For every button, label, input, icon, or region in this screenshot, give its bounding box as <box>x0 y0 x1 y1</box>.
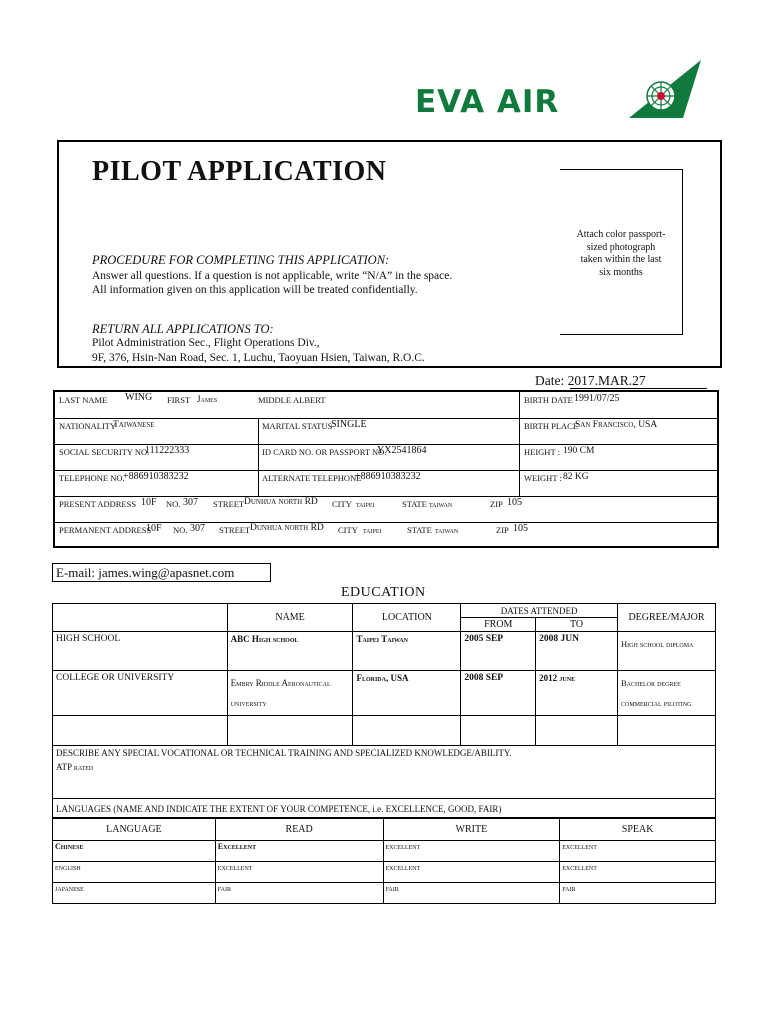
eva-air-logo <box>415 58 700 122</box>
education-to[interactable]: 2012 june <box>536 671 618 716</box>
permanent-city-value[interactable]: taipei <box>363 525 382 535</box>
first-name-value[interactable]: James <box>197 394 218 404</box>
permanent-floor-value[interactable]: 10F <box>146 523 162 534</box>
education-level: HIGH SCHOOL <box>53 632 228 671</box>
write-header: WRITE <box>383 818 560 841</box>
education-empty-cell[interactable] <box>618 716 716 746</box>
procedure-line-1: Answer all questions. If a question is not applicable, write “N/A” in the space. <box>92 270 453 282</box>
training-row <box>53 746 716 799</box>
eva-globe-icon <box>621 58 703 120</box>
read-header: READ <box>215 818 383 841</box>
education-title: EDUCATION <box>341 585 426 600</box>
permanent-street-label: STREET <box>219 525 251 535</box>
nationality-label: NATIONALITY <box>59 421 117 431</box>
education-degree[interactable]: Bachelor degree commercial piloting <box>618 671 716 716</box>
education-from[interactable]: 2005 SEP <box>461 632 536 671</box>
education-empty-cell[interactable] <box>227 716 353 746</box>
education-header-name: NAME <box>227 604 353 632</box>
education-empty-cell[interactable] <box>53 716 228 746</box>
marital-status-value[interactable]: SINGLE <box>331 419 367 430</box>
language-speak[interactable]: excellent <box>560 862 716 883</box>
education-empty-cell[interactable] <box>353 716 461 746</box>
personal-info-table <box>53 390 719 548</box>
birth-place-label: BIRTH PLACE <box>524 421 579 431</box>
training-value[interactable]: ATP rated <box>56 762 94 772</box>
table-row <box>53 841 716 862</box>
brand-name: EVA AIR <box>415 84 560 120</box>
return-heading: RETURN ALL APPLICATIONS TO: <box>92 322 274 336</box>
date-value[interactable]: 2017.MAR.27 <box>567 373 646 388</box>
height-value[interactable]: 190 CM <box>563 446 595 456</box>
weight-value[interactable]: 82 KG <box>563 472 589 482</box>
date-field <box>535 373 646 389</box>
marital-status-label: MARITAL STATUS <box>262 421 333 431</box>
language-speak[interactable]: fair <box>560 883 716 904</box>
table-row <box>53 671 716 716</box>
language-name[interactable]: Chinese <box>53 841 216 862</box>
permanent-no-value[interactable]: 307 <box>190 523 205 534</box>
speak-header: SPEAK <box>560 818 716 841</box>
language-read[interactable]: fair <box>215 883 383 904</box>
education-school-name[interactable]: ABC High school <box>227 632 353 671</box>
middle-name-value[interactable]: ALBERT <box>293 395 326 405</box>
procedure-heading: PROCEDURE FOR COMPLETING THIS APPLICATION: <box>92 253 390 267</box>
language-header: LANGUAGE <box>53 818 216 841</box>
education-location[interactable]: Taipei Taiwan <box>353 632 461 671</box>
education-header-from: FROM <box>461 618 536 632</box>
birth-date-value[interactable]: 1991/07/25 <box>574 393 620 404</box>
education-school-name[interactable]: Embry Riddle Aeronautical university <box>227 671 353 716</box>
present-zip-label: ZIP <box>490 499 503 509</box>
procedure-line-2: All information given on this application will be treated confidentially. <box>92 284 418 296</box>
alt-telephone-value[interactable]: +886910383232 <box>355 471 421 482</box>
alt-telephone-label: ALTERNATE TELEPHONE <box>262 473 362 483</box>
education-level: COLLEGE OR UNIVERSITY <box>53 671 228 716</box>
permanent-zip-label: ZIP <box>496 525 509 535</box>
languages-label-row <box>53 799 716 819</box>
return-line-1: Pilot Administration Sec., Flight Operations Div., <box>92 337 320 349</box>
education-table <box>52 603 716 819</box>
education-header-to: TO <box>536 618 618 632</box>
birth-place-value[interactable]: San Francisco, USA <box>575 420 658 430</box>
present-street-label: STREET <box>213 499 245 509</box>
languages-table <box>52 817 716 904</box>
languages-label: LANGUAGES (NAME AND INDICATE THE EXTENT OF YOUR COMPETENCE, i.e. EXCELLENCE, GOOD, FAIR) <box>53 799 716 819</box>
present-no-value[interactable]: 307 <box>183 497 198 508</box>
permanent-state-label: STATE <box>407 525 432 535</box>
education-location[interactable]: Florida, USA <box>353 671 461 716</box>
present-state-value[interactable]: taiwan <box>429 499 453 509</box>
education-degree[interactable]: High school diploma <box>618 632 716 671</box>
language-name[interactable]: english <box>53 862 216 883</box>
birth-date-label: BIRTH DATE <box>524 395 573 405</box>
education-header-dates: DATES ATTENDED <box>461 604 618 618</box>
education-to[interactable]: 2008 JUN <box>536 632 618 671</box>
training-cell <box>53 746 716 799</box>
table-row <box>53 716 716 746</box>
ssn-value[interactable]: 111222333 <box>145 445 190 456</box>
language-write[interactable]: excellent <box>383 862 560 883</box>
nationality-value[interactable]: Taiwanese <box>113 420 155 430</box>
language-write[interactable]: excellent <box>383 841 560 862</box>
permanent-zip-value[interactable]: 105 <box>513 523 528 534</box>
language-speak[interactable]: excellent <box>560 841 716 862</box>
first-name-label: FIRST <box>167 395 191 405</box>
last-name-value[interactable]: WING <box>125 392 153 403</box>
language-read[interactable]: excellent <box>215 862 383 883</box>
present-floor-value[interactable]: 10F <box>141 497 157 508</box>
present-state-label: STATE <box>402 499 427 509</box>
education-header-location: LOCATION <box>353 604 461 632</box>
last-name-label: LAST NAME <box>59 395 108 405</box>
table-row <box>53 862 716 883</box>
date-label: Date: <box>535 373 565 388</box>
training-label: DESCRIBE ANY SPECIAL VOCATIONAL OR TECHNICAL TRAINING AND SPECIALIZED KNOWLEDGE/ABILITY. <box>56 748 512 758</box>
table-row <box>53 632 716 671</box>
education-empty-cell[interactable] <box>461 716 536 746</box>
education-empty-cell[interactable] <box>536 716 618 746</box>
date-underline <box>570 388 707 389</box>
return-line-2: 9F, 376, Hsin-Nan Road, Sec. 1, Luchu, Taoyuan Hsien, Taiwan, R.O.C. <box>92 352 425 364</box>
ssn-label: SOCIAL SECURITY NO. <box>59 447 150 457</box>
education-from[interactable]: 2008 SEP <box>461 671 536 716</box>
permanent-no-label: NO. <box>173 525 188 535</box>
education-header-degree: DEGREE/MAJOR <box>618 604 716 632</box>
language-name[interactable]: japanese <box>53 883 216 904</box>
photo-instructions: Attach color passport-sized photograph taken within the last six months <box>576 229 666 278</box>
present-no-label: NO. <box>166 499 181 509</box>
idcard-value[interactable]: YX2541864 <box>377 445 427 456</box>
present-city-value[interactable]: taipei <box>356 499 375 509</box>
language-read[interactable]: Excellent <box>215 841 383 862</box>
present-city-label: CITY <box>332 499 352 509</box>
weight-label: WEIGHT : <box>524 473 562 483</box>
permanent-address-label: PERMANENT ADDRESS <box>59 525 152 535</box>
present-zip-value[interactable]: 105 <box>507 497 522 508</box>
education-header-blank <box>53 604 228 632</box>
middle-name-label: MIDDLE <box>258 395 292 405</box>
email-field[interactable]: E-mail: james.wing@apasnet.com <box>52 563 271 582</box>
language-write[interactable]: fair <box>383 883 560 904</box>
permanent-street-value[interactable]: Dunhua north RD <box>250 523 324 533</box>
table-row <box>53 883 716 904</box>
page-title: PILOT APPLICATION <box>92 156 387 187</box>
present-address-label: PRESENT ADDRESS <box>59 499 137 509</box>
idcard-label: ID CARD NO. OR PASSPORT NO. <box>262 447 387 457</box>
telephone-label: TELEPHONE NO. <box>59 473 125 483</box>
height-label: HEIGHT : <box>524 447 560 457</box>
permanent-city-label: CITY <box>338 525 358 535</box>
permanent-state-value[interactable]: taiwan <box>435 525 459 535</box>
present-street-value[interactable]: Dunhua north RD <box>244 497 318 507</box>
telephone-value[interactable]: +886910383232 <box>123 471 189 482</box>
